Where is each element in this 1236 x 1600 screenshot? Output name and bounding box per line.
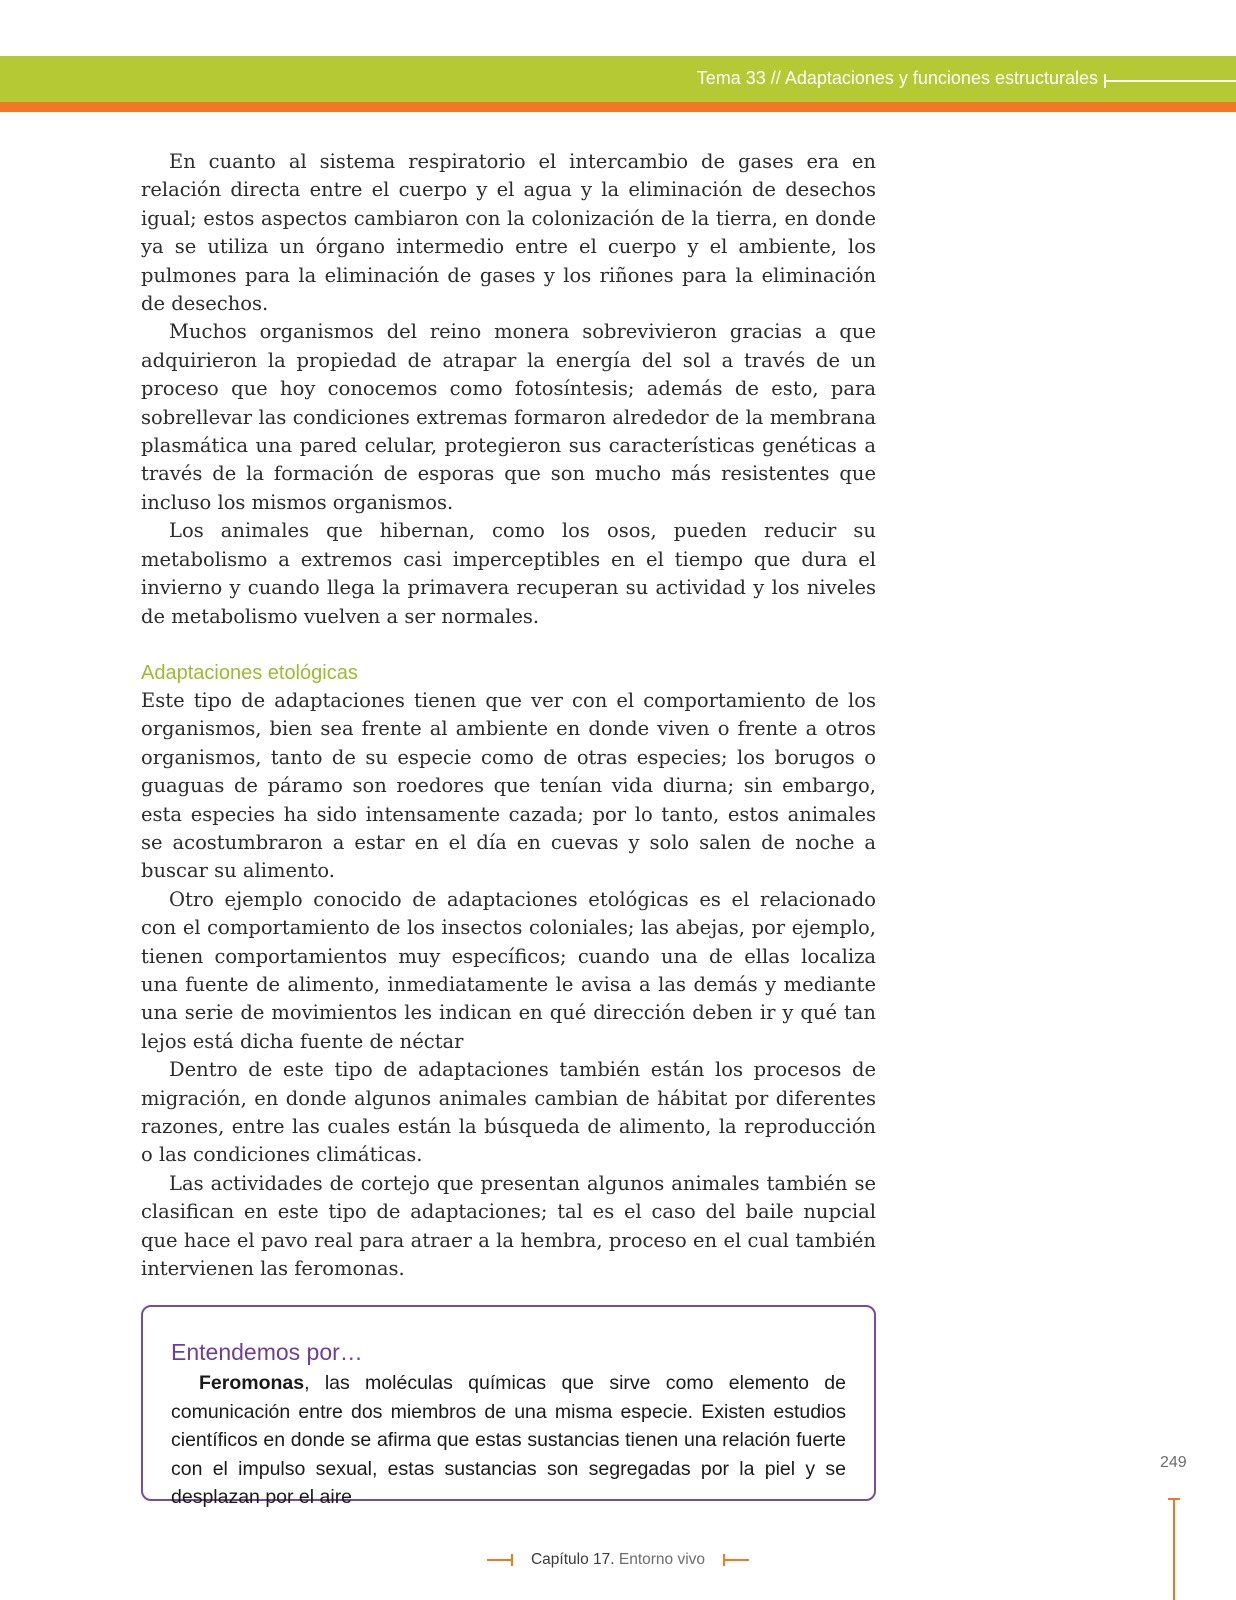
paragraph: Las actividades de cortejo que presentan algunos animales también se clasifican en este tipo de adaptaciones; tal es el caso del baile nupcial que hace el pavo real para atraer a la hembra, proceso en el cual también intervienen las feromonas. [141,1171,876,1281]
paragraph: En cuanto al sistema respiratorio el intercambio de gases era en relación directa entre el cuerpo y el agua y la eliminación de desechos igual; estos aspectos cambiaron con la colonización de la tierra, en donde ya se utiliza un órgano intermedio entre el cuerpo y el ambiente, los pulmones para la eliminación de gases y los riñones para la eliminación de desechos. [141,150,876,316]
definition-text [171,1369,846,1511]
definition-title: Entendemos por… [171,1339,363,1366]
footer-mark-left [487,1559,513,1561]
side-rule [1173,1498,1175,1600]
footer-mark-right [723,1559,749,1561]
paragraph: Los animales que hibernan, como los osos, pueden reducir su metabolismo a extremos casi imperceptibles en el tiempo que dura el invierno y cuando llega la primavera recuperan su actividad y los niveles de metabolismo vuelven a ser normales. [141,519,876,628]
footer [0,1551,1236,1569]
definition-body: , las moléculas químicas que sirve como elemento de comunicación entre dos miembros de una misma especie. Existen estudios científicos en donde se afirma que estas sustancias tienen una relación fuerte con el impulso sexual, estas sustancias son segregadas por la piel y se desplazan por el aire [171,1372,846,1509]
definition-term: Feromonas [199,1372,305,1395]
page-number: 249 [1160,1454,1187,1471]
header-stripe [0,102,1236,112]
header-title: Tema 33 // Adaptaciones y funciones estructurales [696,68,1098,88]
paragraph: Otro ejemplo conocido de adaptaciones etológicas es el relacionado con el comportamiento de los insectos coloniales; las abejas, por ejemplo, tienen comportamientos muy específicos; cuando una de ellas localiza una fuente de alimento, inmediatamente le avisa a las demás y mediante una serie de movimientos les indican en qué dirección deben ir y qué tan lejos está dicha fuente de néctar [141,887,876,1053]
footer-chapter-name: Entorno vivo [618,1551,706,1568]
paragraph: Dentro de este tipo de adaptaciones también están los procesos de migración, en donde algunos animales cambian de hábitat por diferentes razones, entre las cuales están la búsqueda de alimento, la reproducción o las condiciones climáticas. [141,1058,876,1167]
footer-chapter: Capítulo 17. [530,1551,615,1568]
paragraph: Este tipo de adaptaciones tienen que ver con el comportamiento de los organismos, bien sea frente al ambiente en donde viven o frente a otros organismos, tanto de su especie como de otras especies; los borugos o guaguas de páramo son roedores que tenían vida diurna; sin embargo, esta especies ha sido intensamente cazada; por lo tanto, estos animales se acostumbraron a estar en el día en cuevas y solo salen de noche a buscar su alimento. [141,688,876,883]
header-rule-tick [1104,74,1106,88]
definition-box [141,1305,876,1509]
main-content [141,148,876,1509]
header-rule [1104,80,1236,82]
section-heading: Adaptaciones etológicas [141,661,358,684]
paragraph: Muchos organismos del reino monera sobrevivieron gracias a que adquirieron la propiedad de atrapar la energía del sol a través de un proceso que hoy conocemos como fotosíntesis; además de esto, para sobrellevar las condiciones extremas formaron alrededor de la membrana plasmática una pared celular, protegieron sus características genéticas a través de la formación de esporas que son mucho más resistentes que incluso los mismos organismos. [141,320,876,514]
